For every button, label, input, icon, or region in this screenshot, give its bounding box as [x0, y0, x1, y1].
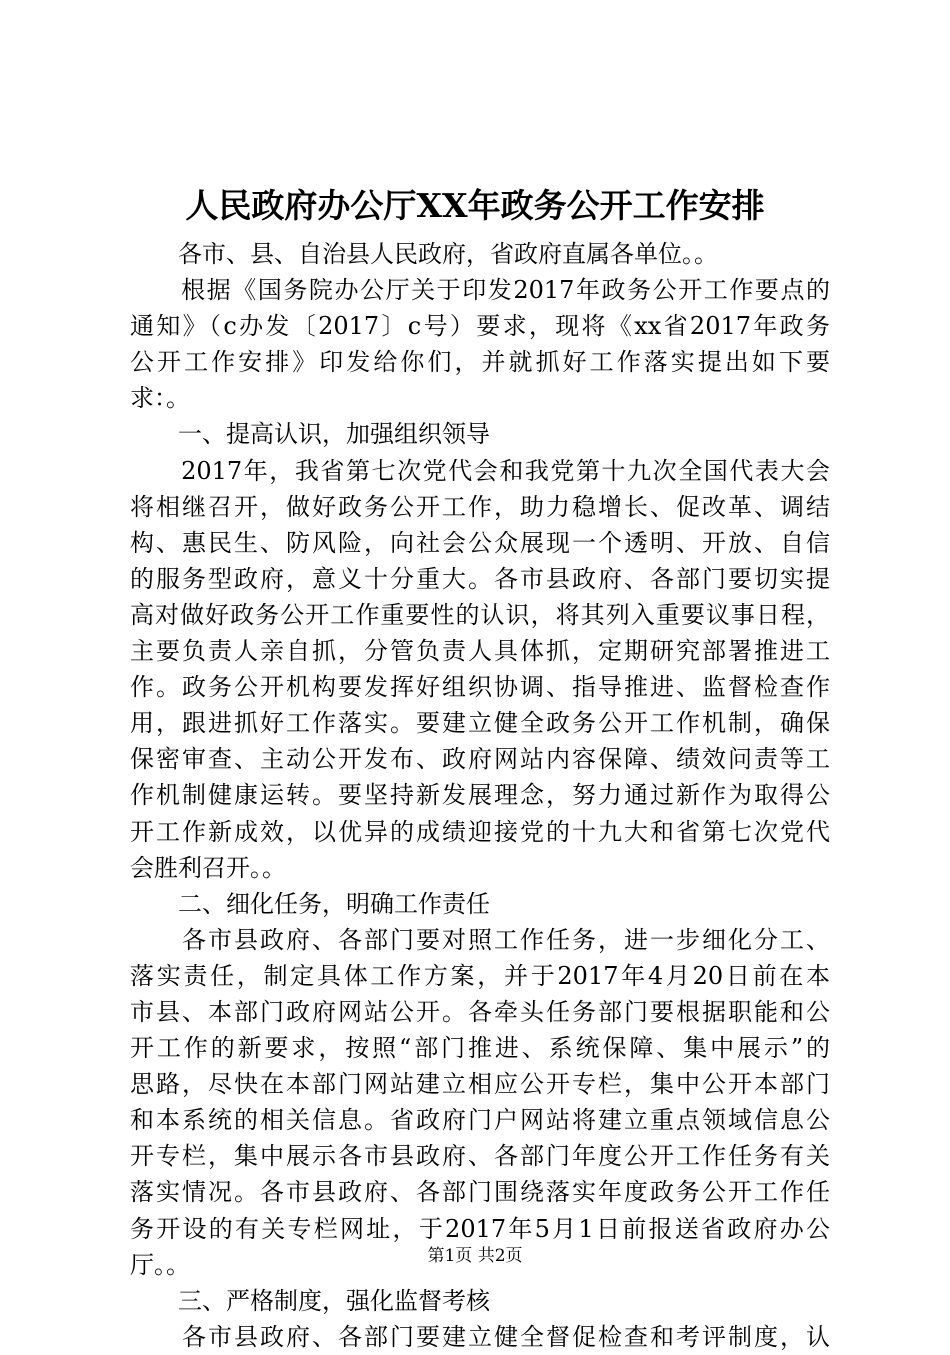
- body-line: 用，跟进抓好工作落实。要建立健全政务公开工作机制，确保: [130, 709, 830, 738]
- body-line: 的服务型政府，意义十分重大。各市县政府、各部门要切实提: [130, 564, 830, 593]
- document-title: 人民政府办公厅XX年政务公开工作安排: [185, 186, 765, 225]
- body-line: 主要负责人亲自抓，分管负责人具体抓，定期研究部署推进工: [130, 637, 830, 666]
- body-line: 开工作新成效，以优异的成绩迎接党的十九大和省第七次党代: [130, 817, 830, 846]
- body-line: 求：。: [130, 384, 190, 413]
- body-line: 务开设的有关专栏网址，于2017年5月1日前报送省政府办公: [130, 1214, 830, 1243]
- document-body: [130, 236, 830, 1355]
- body-line: 根据《国务院办公厅关于印发2017年政务公开工作要点的: [130, 276, 830, 305]
- body-line: 各市县政府、各部门要建立健全督促检查和考评制度，认: [130, 1322, 830, 1351]
- body-line: 市县、本部门政府网站公开。各牵头任务部门要根据职能和公: [130, 997, 830, 1026]
- body-line: 作机制健康运转。要坚持新发展理念，努力通过新作为取得公: [130, 781, 830, 810]
- body-line: 落实责任，制定具体工作方案，并于2017年4月20日前在本: [130, 961, 830, 990]
- body-line: 将相继召开，做好政务公开工作，助力稳增长、促改革、调结: [130, 492, 830, 521]
- page-footer: 第1页 共2页: [427, 1246, 523, 1266]
- body-line: 保密审查、主动公开发布、政府网站内容保障、绩效问责等工: [130, 745, 830, 774]
- body-line: 会胜利召开。。: [130, 853, 286, 882]
- body-line: 高对做好政务公开工作重要性的认识，将其列入重要议事日程，: [130, 600, 830, 629]
- body-line: 通知》（c办发〔2017〕c号）要求，现将《xx省2017年政务: [130, 312, 830, 341]
- body-line: 构、惠民生、防风险，向社会公众展现一个透明、开放、自信: [130, 528, 830, 557]
- body-line: 二、细化任务，明确工作责任: [130, 889, 490, 918]
- body-line: 开工作的新要求，按照“部门推进、系统保障、集中展示”的: [130, 1034, 830, 1063]
- body-line: 一、提高认识，加强组织领导: [130, 420, 490, 449]
- body-line: 各市县政府、各部门要对照工作任务，进一步细化分工、: [130, 925, 830, 954]
- body-line: 公开工作安排》印发给你们，并就抓好工作落实提出如下要: [130, 348, 830, 377]
- body-line: 落实情况。各市县政府、各部门围绕落实年度政务公开工作任: [130, 1178, 830, 1207]
- body-line: 厅。。: [130, 1250, 190, 1279]
- body-line: 和本系统的相关信息。省政府门户网站将建立重点领域信息公: [130, 1106, 830, 1135]
- body-line: 开专栏，集中展示各市县政府、各部门年度公开工作任务有关: [130, 1142, 830, 1171]
- body-line: 思路，尽快在本部门网站建立相应公开专栏，集中公开本部门: [130, 1070, 830, 1099]
- body-line: 各市、县、自治县人民政府，省政府直属各单位。。: [130, 240, 718, 268]
- body-line: 三、严格制度，强化监督考核: [130, 1286, 490, 1315]
- body-line: 作。政务公开机构要发挥好组织协调、指导推进、监督检查作: [130, 673, 830, 702]
- body-line: 2017年，我省第七次党代会和我党第十九次全国代表大会: [130, 456, 830, 485]
